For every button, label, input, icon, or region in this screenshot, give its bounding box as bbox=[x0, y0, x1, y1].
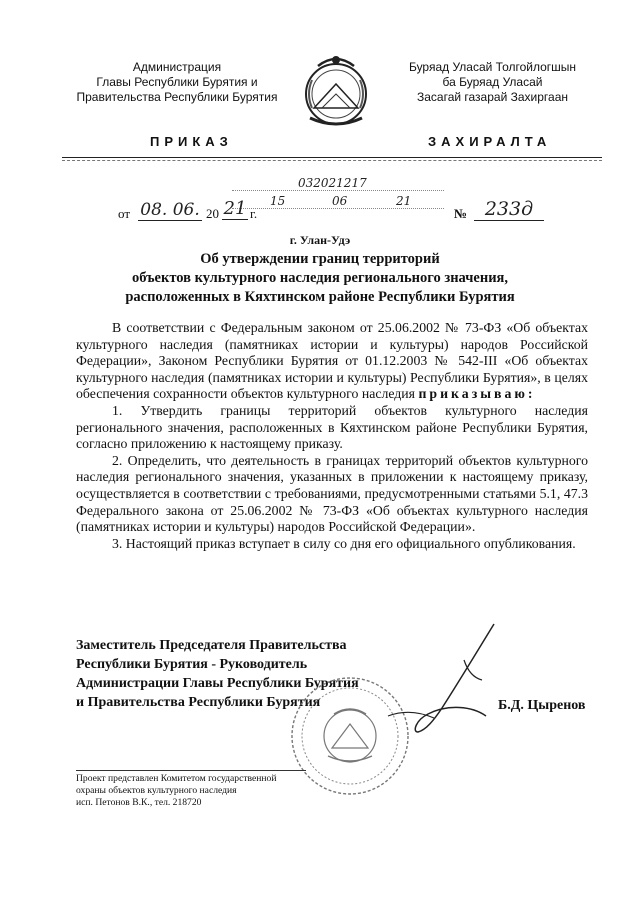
title-prikaz: ПРИКАЗ bbox=[150, 134, 233, 149]
date-prefix: от bbox=[118, 206, 131, 221]
registration-day: 15 bbox=[270, 194, 286, 208]
heading-line: Об утверждении границ территорий bbox=[200, 251, 440, 267]
order-word: приказываю: bbox=[418, 386, 536, 402]
order-date-year: 21 bbox=[223, 198, 247, 219]
footer-executor-note bbox=[76, 770, 306, 809]
order-number: 233д bbox=[474, 198, 544, 221]
coat-of-arms-icon bbox=[296, 50, 376, 132]
footer-line: Проект представлен Комитетом государственной bbox=[76, 773, 277, 784]
registration-month: 06 bbox=[332, 194, 348, 208]
header-left-line: Главы Республики Бурятия и bbox=[96, 75, 258, 89]
signer-line: и Правительства Республики Бурятия bbox=[76, 695, 321, 710]
order-item: 2. Определить, что деятельность в границах территорий объектов культурного наследия регионального значения, указанных в приложении к настоящему приказу, осуществляется в соответствии с требованиями, предусмотренными статьями 5.1, 47.3 Федерального закона от 25.06.2002 № 73-ФЗ «Об объектах культурного наследия (памятниках истории и культуры) народов Российской Федерации». bbox=[76, 452, 588, 535]
header-divider bbox=[62, 157, 602, 158]
signer-name: Б.Д. Цыренов bbox=[498, 698, 586, 713]
header-left-line: Администрация bbox=[132, 60, 222, 74]
header-right-line: ба Буряад Уласай bbox=[442, 75, 543, 89]
date-century: 20 bbox=[206, 206, 219, 221]
document-body bbox=[76, 320, 588, 552]
heading-line: объектов культурного наследия регионального значения, bbox=[131, 270, 509, 286]
heading-line: расположенных в Кяхтинском районе Республики Бурятия bbox=[125, 289, 515, 305]
header-right-line: Буряад Уласай Толгойлогшын bbox=[408, 60, 577, 74]
order-item: 3. Настоящий приказ вступает в силу со дня его официального опубликования. bbox=[112, 535, 576, 551]
order-item: 1. Утвердить границы территорий объектов культурного наследия регионального значения, расположенных в Кяхтинском районе Республики Бурятия, согласно приложению к настоящему приказу. bbox=[76, 402, 588, 452]
header-org-ru bbox=[62, 60, 292, 105]
number-label: № bbox=[454, 206, 468, 221]
preamble-text: В соответствии с Федеральным законом от 25.06.2002 № 73-ФЗ «Об объектах культурного наследия (памятниках истории и культуры) народов Российской Федерации», Законом Республики Бурятия от 01.12.2003 № 542-III «Об объектах культурного наследия (памятниках истории и культуры) Республики Бурятия», в целях обеспечения сохранности объектов культурного наследия bbox=[76, 320, 588, 402]
signer-line: Администрации Главы Республики Бурятия bbox=[76, 676, 359, 691]
header-divider-dashed bbox=[62, 160, 602, 161]
preamble-paragraph bbox=[76, 320, 588, 403]
footer-line: исп. Петонов В.К., тел. 218720 bbox=[76, 797, 202, 808]
header-org-bua bbox=[380, 60, 605, 105]
document-heading bbox=[80, 250, 560, 307]
stamp-line bbox=[232, 190, 444, 191]
stamp-line bbox=[232, 208, 444, 209]
header-left-line: Правительства Республики Бурятия bbox=[76, 90, 278, 104]
header-right-line: Засагай газарай Захиргаан bbox=[416, 90, 569, 104]
signer-line: Республики Бурятия - Руководитель bbox=[76, 657, 308, 672]
handwritten-signature-icon bbox=[368, 620, 508, 740]
registration-code: 032021217 bbox=[298, 176, 367, 190]
footer-line: охраны объектов культурного наследия bbox=[76, 785, 237, 796]
order-date-day-month: 08. 06. bbox=[138, 200, 202, 221]
registration-year: 21 bbox=[396, 194, 412, 208]
signer-line: Заместитель Председателя Правительства bbox=[76, 638, 347, 653]
city-label: г. Улан-Удэ bbox=[289, 233, 351, 247]
date-suffix: г. bbox=[250, 206, 258, 221]
title-zakhiralta: ЗАХИРАЛТА bbox=[428, 134, 552, 149]
registration-stamp bbox=[232, 172, 444, 220]
